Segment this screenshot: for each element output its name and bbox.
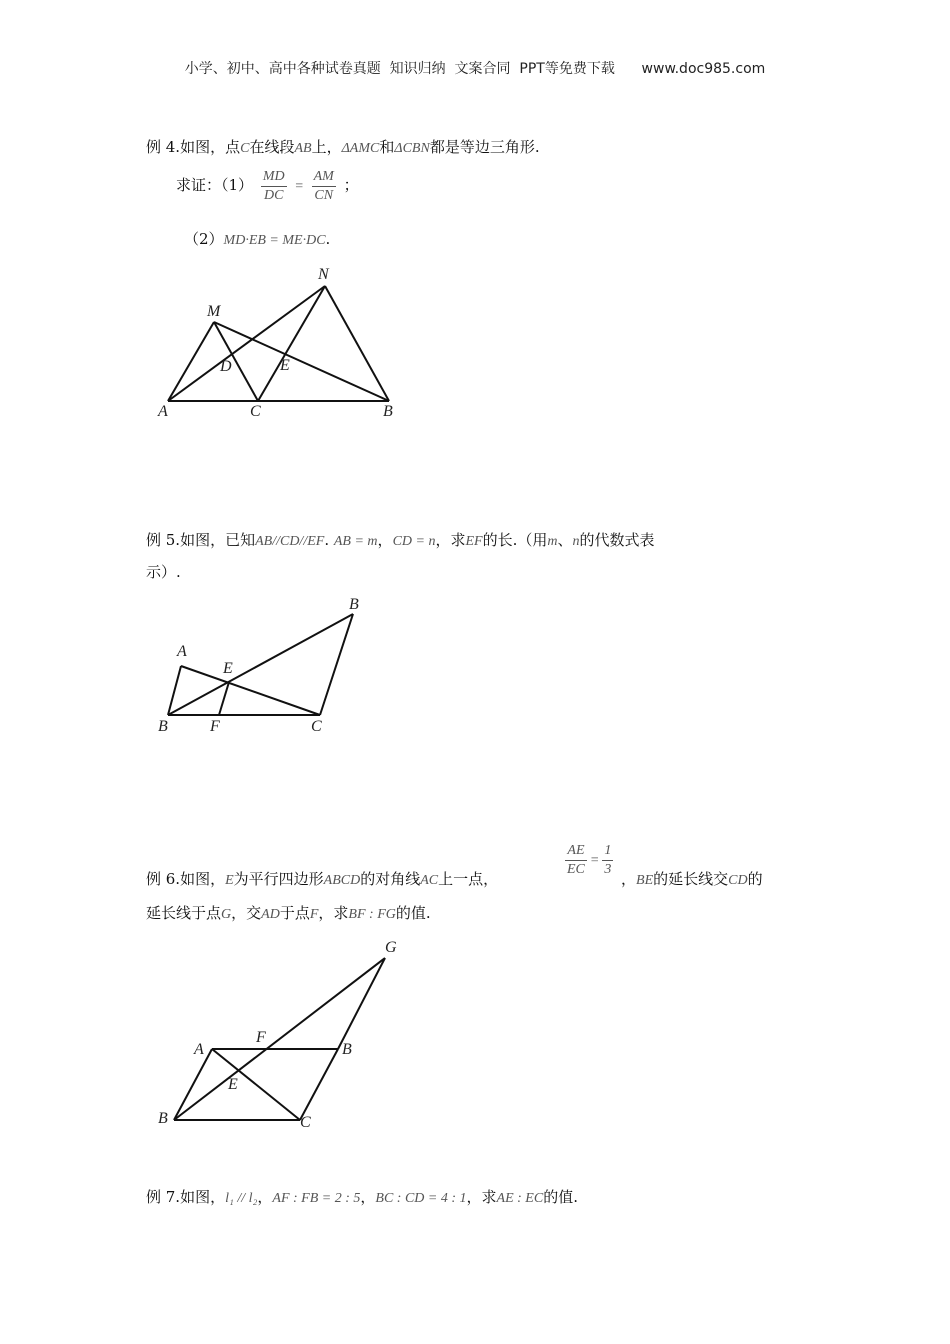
label-a: A [194,1041,204,1058]
label-g: G [385,939,397,956]
page-header: 小学、初中、高中各种试卷真题 知识归纳 文案合同 PPT等免费下载 www.doc985.com [184,61,766,77]
label-e: E [280,357,290,374]
label-f: F [210,718,220,735]
label-b-right: B [342,1041,352,1058]
segment-ac [212,1049,300,1120]
ex5-statement: 例 5.如图，已知AB//CD//EF. AB = m，CD = n，求EF的长.（用m、n的代数式表 [146,531,655,549]
ex4-proof-2: （2）MD·EB = ME·DC. [184,230,331,248]
segment-ab-left [174,1049,212,1120]
segment-dc [300,1049,338,1120]
fraction-one-third: $\frac{1}{3}$ [604,843,612,877]
label-d: D [220,358,232,375]
ex5-statement-cont: 示）. [146,563,181,581]
label-f: F [256,1029,266,1046]
label-a: A [177,643,187,660]
label-e: E [223,660,233,677]
label-b-top: B [349,596,359,613]
label-c: C [250,403,261,420]
label-n: N [318,266,329,283]
ex6-statement-cont: 延长线于点G，交AD于点F，求BF : FG的值. [146,904,431,922]
ex6-statement: 例 6.如图，E为平行四边形ABCD的对角线AC上一点， [146,870,499,888]
ex7-statement: 例 7.如图，l₁ // l₂，AF : FB = 2 : 5，BC : CD = 4 : 1，求AE : EC的值. [146,1188,578,1206]
ex4-statement: 例 4.如图，点C在线段AB上，ΔAMC和ΔCBN都是等边三角形. [146,138,540,156]
label-e: E [228,1076,238,1093]
label-b-left: B [158,1110,168,1127]
segment-bg [174,958,385,1120]
fraction-am-cn: $\frac{AM}{CN}$ [313,169,334,203]
fraction-md-dc: $\frac{MD}{DC}$ [262,169,285,203]
ex4-proof-1: 求证：（1） $\frac{MD}{DC}$ = $\frac{AM}{CN}$ ； [176,169,359,203]
label-c: C [300,1114,311,1131]
fraction-ae-ec: $\frac{AE}{EC}$ [567,843,585,877]
label-a: A [158,403,168,420]
label-b: B [383,403,393,420]
label-b-bottom: B [158,718,168,735]
label-c: C [311,718,322,735]
ex6-statement-tail: ，BE的延长线交CD的 [621,870,763,888]
segment-dg [338,958,385,1049]
label-m: M [207,303,221,320]
ex6-fraction: $\frac{AE}{EC}$ = $\frac{1}{3}$ [567,843,612,877]
